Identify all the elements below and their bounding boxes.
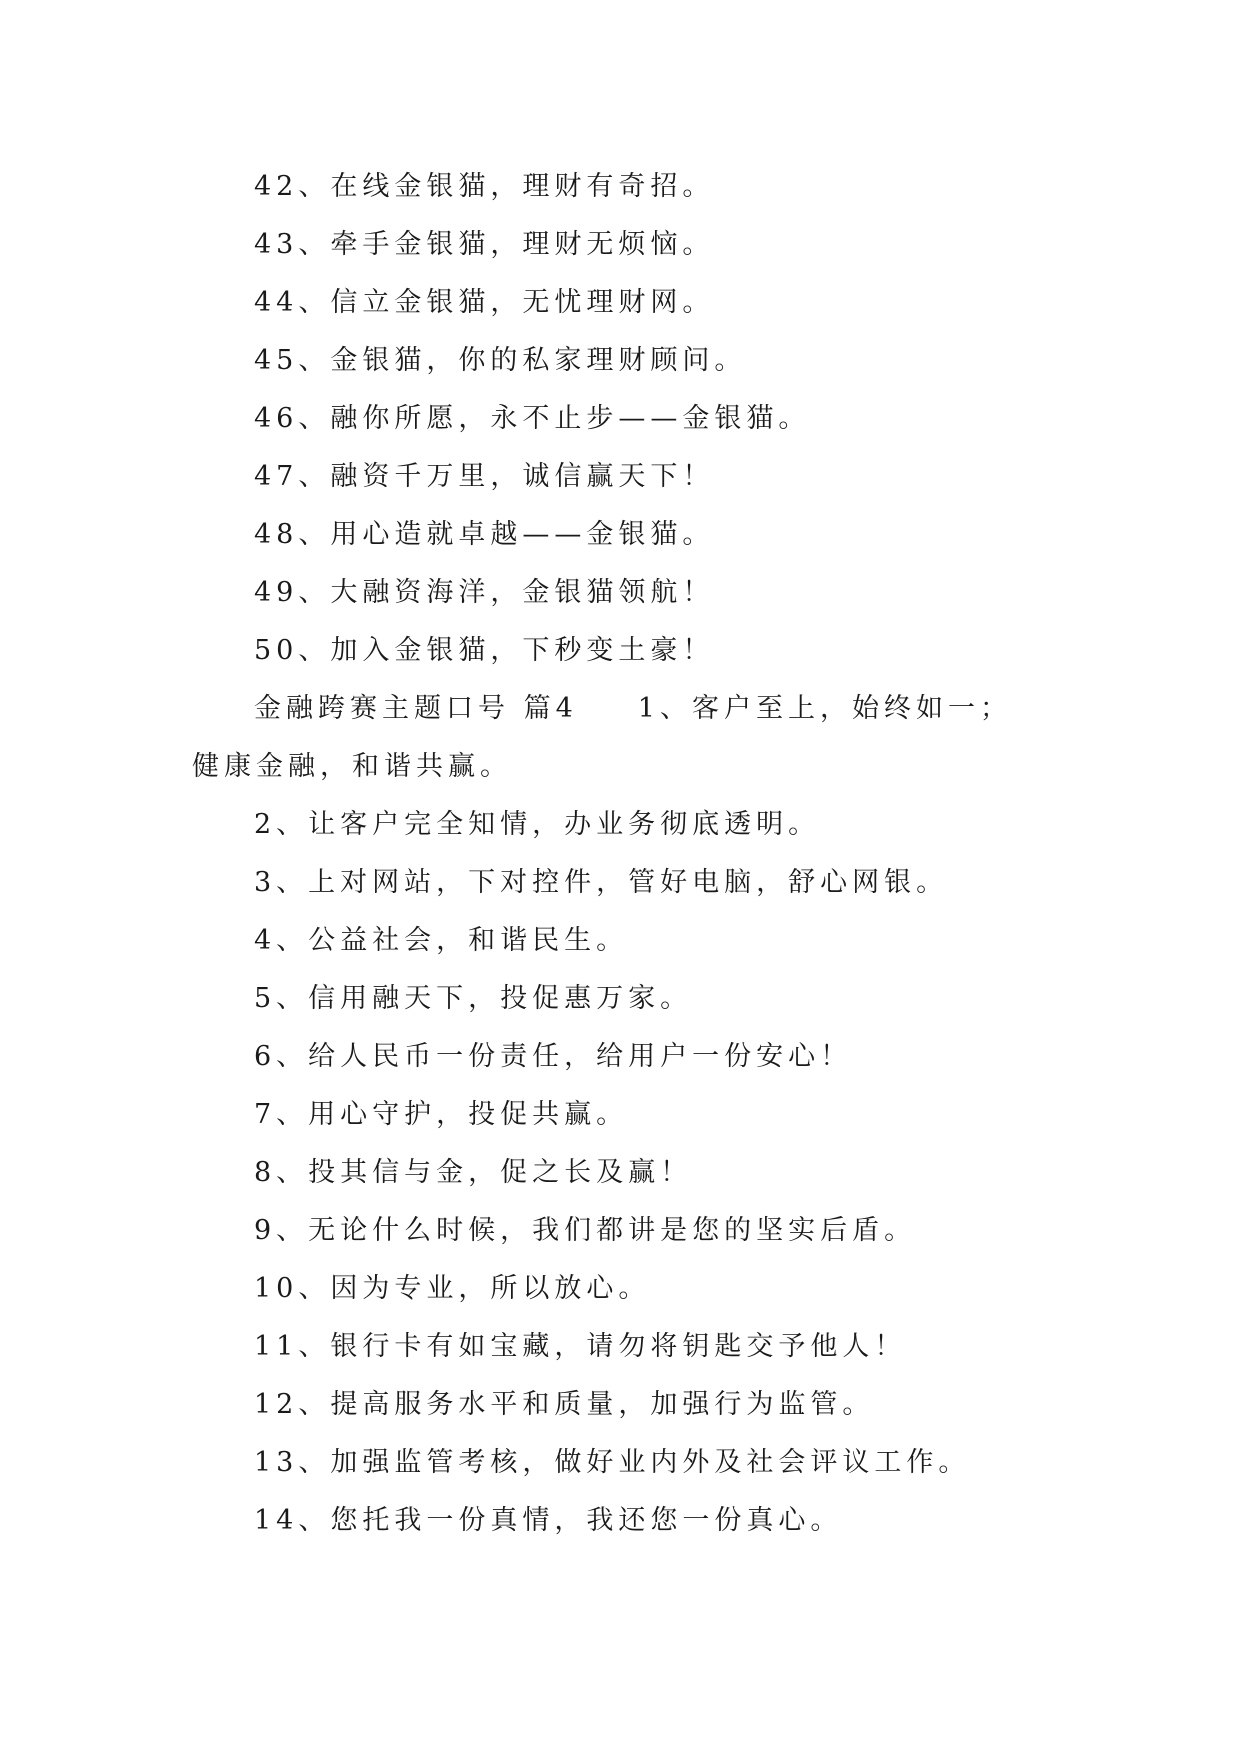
section-heading-row [192, 680, 1052, 738]
slogan-line: 5、信用融天下，投促惠万家。 [254, 983, 693, 1014]
slogan-line: 4、公益社会，和谐民生。 [254, 925, 629, 956]
slogan-line: 13、加强监管考核，做好业内外及社会评议工作。 [254, 1447, 971, 1478]
slogan-line: 8、投其信与金，促之长及赢！ [254, 1157, 693, 1188]
slogan-line: 47、融资千万里，诚信赢天下！ [254, 461, 715, 492]
slogan-line: 3、上对网站，下对控件，管好电脑，舒心网银。 [254, 867, 949, 898]
document-body [192, 158, 1052, 1550]
slogan-line: 48、用心造就卓越——金银猫。 [254, 519, 715, 550]
slogan-line: 14、您托我一份真情，我还您一份真心。 [254, 1505, 843, 1536]
slogan-line: 44、信立金银猫，无忧理财网。 [254, 287, 715, 318]
slogan-line: 2、让客户完全知情，办业务彻底透明。 [254, 809, 821, 840]
slogan-line: 12、提高服务水平和质量，加强行为监管。 [254, 1389, 875, 1420]
slogan-line-continuation: 健康金融，和谐共赢。 [192, 751, 512, 782]
slogan-line: 42、在线金银猫，理财有奇招。 [254, 171, 715, 202]
slogan-line: 50、加入金银猫，下秒变土豪！ [254, 635, 715, 666]
slogan-line: 9、无论什么时候，我们都讲是您的坚实后盾。 [254, 1215, 917, 1246]
slogan-line: 49、大融资海洋，金银猫领航！ [254, 577, 715, 608]
slogan-line: 43、牵手金银猫，理财无烦恼。 [254, 229, 715, 260]
slogan-line: 10、因为专业，所以放心。 [254, 1273, 651, 1304]
section-title: 金融跨赛主题口号 篇4 [254, 693, 578, 724]
slogan-line: 45、金银猫，你的私家理财顾问。 [254, 345, 747, 376]
slogan-line: 7、用心守护，投促共赢。 [254, 1099, 629, 1130]
slogan-line: 11、银行卡有如宝藏，请勿将钥匙交予他人！ [254, 1331, 907, 1362]
slogan-line: 46、融你所愿，永不止步——金银猫。 [254, 403, 811, 434]
slogan-line-first: 1、客户至上，始终如一； [637, 693, 1012, 724]
slogan-line: 6、给人民币一份责任，给用户一份安心！ [254, 1041, 853, 1072]
